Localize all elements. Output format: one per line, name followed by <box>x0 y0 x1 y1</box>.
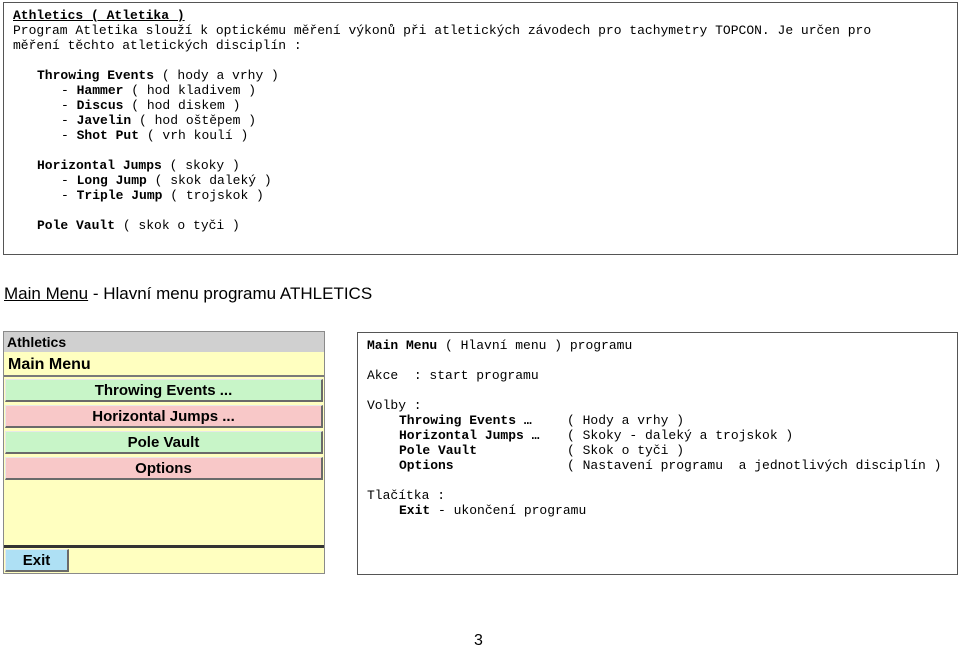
discipline-name: Triple Jump <box>76 188 163 203</box>
desc-akce-label: Akce <box>367 368 399 383</box>
discipline-note: ( vrh koulí ) <box>139 128 249 143</box>
screen-app-title: Athletics <box>4 332 324 352</box>
discipline-note: ( hod oštěpem ) <box>131 113 257 128</box>
bullet-dash: - <box>61 173 77 188</box>
discipline-name: Horizontal Jumps <box>37 158 162 173</box>
discipline-note: ( skok daleký ) <box>146 173 272 188</box>
desc-exit <box>399 503 586 518</box>
horizontal-jumps-button[interactable]: Horizontal Jumps ... <box>5 405 323 428</box>
bullet-dash: - <box>61 188 77 203</box>
discipline-javelin <box>61 113 256 128</box>
discipline-triple-jump <box>61 188 264 203</box>
desc-option-name: Options <box>399 458 454 473</box>
screen-divider <box>4 545 324 548</box>
discipline-name: Pole Vault <box>37 218 116 233</box>
desc-option-note: ( Nastavení programu a jednotlivých disciplín ) <box>567 458 942 473</box>
discipline-pole-vault <box>37 218 240 233</box>
desc-option-name: Pole Vault <box>399 443 478 458</box>
discipline-note: ( hod kladivem ) <box>123 83 257 98</box>
desc-option-name: Throwing Events … <box>399 413 532 428</box>
section-heading <box>4 284 372 304</box>
bullet-dash: - <box>61 128 77 143</box>
desc-option-name: Horizontal Jumps … <box>399 428 540 443</box>
discipline-throwing <box>37 68 279 83</box>
options-button[interactable]: Options <box>5 457 323 480</box>
discipline-name: Discus <box>76 98 124 113</box>
menu-description-box <box>357 332 958 575</box>
intro-title: Athletics ( Atletika ) <box>13 8 185 23</box>
discipline-note: ( hod diskem ) <box>123 98 241 113</box>
discipline-name: Hammer <box>76 83 124 98</box>
discipline-note: ( skok o tyči ) <box>115 218 240 233</box>
bullet-dash: - <box>61 83 77 98</box>
discipline-name: Throwing Events <box>37 68 155 83</box>
throwing-events-button[interactable]: Throwing Events ... <box>5 379 323 402</box>
pole-vault-button[interactable]: Pole Vault <box>5 431 323 454</box>
desc-main-menu-bold: Main Menu <box>367 338 438 353</box>
discipline-note: ( hody a vrhy ) <box>154 68 279 83</box>
desc-option-note: ( Skoky - daleký a trojskok ) <box>567 428 794 443</box>
intro-box <box>3 2 958 255</box>
bullet-dash: - <box>61 113 77 128</box>
discipline-name: Javelin <box>76 113 132 128</box>
desc-akce <box>367 368 539 383</box>
exit-button[interactable]: Exit <box>5 549 69 572</box>
discipline-horizontal <box>37 158 240 173</box>
desc-exit-bold: Exit <box>399 503 431 518</box>
desc-option-note: ( Skok o tyči ) <box>567 443 685 458</box>
desc-akce-rest: : start programu <box>398 368 539 383</box>
desc-main-menu-rest: ( Hlavní menu ) programu <box>437 338 633 353</box>
heading-underlined: Main Menu <box>4 284 89 303</box>
device-screen-mockup <box>3 331 325 574</box>
discipline-long-jump <box>61 173 272 188</box>
intro-line-2: měření těchto atletických disciplín : <box>13 38 302 53</box>
desc-exit-rest: - ukončení programu <box>430 503 587 518</box>
discipline-discus <box>61 98 240 113</box>
heading-rest: - Hlavní menu programu ATHLETICS <box>88 284 373 303</box>
discipline-note: ( trojskok ) <box>162 188 264 203</box>
desc-volby: Volby : <box>367 398 422 413</box>
intro-line-1: Program Atletika slouží k optickému měření výkonů při atletických závodech pro tachymetry TOPCON. Je určen pro <box>13 23 872 38</box>
desc-option-note: ( Hody a vrhy ) <box>567 413 685 428</box>
discipline-name: Shot Put <box>76 128 140 143</box>
desc-tlacitka: Tlačítka : <box>367 488 446 503</box>
discipline-shot-put <box>61 128 248 143</box>
discipline-hammer <box>61 83 256 98</box>
screen-menu-title: Main Menu <box>4 352 324 377</box>
page-number: 3 <box>474 632 483 649</box>
bullet-dash: - <box>61 98 77 113</box>
discipline-name: Long Jump <box>76 173 147 188</box>
desc-main-menu <box>367 338 632 353</box>
discipline-note: ( skoky ) <box>161 158 240 173</box>
